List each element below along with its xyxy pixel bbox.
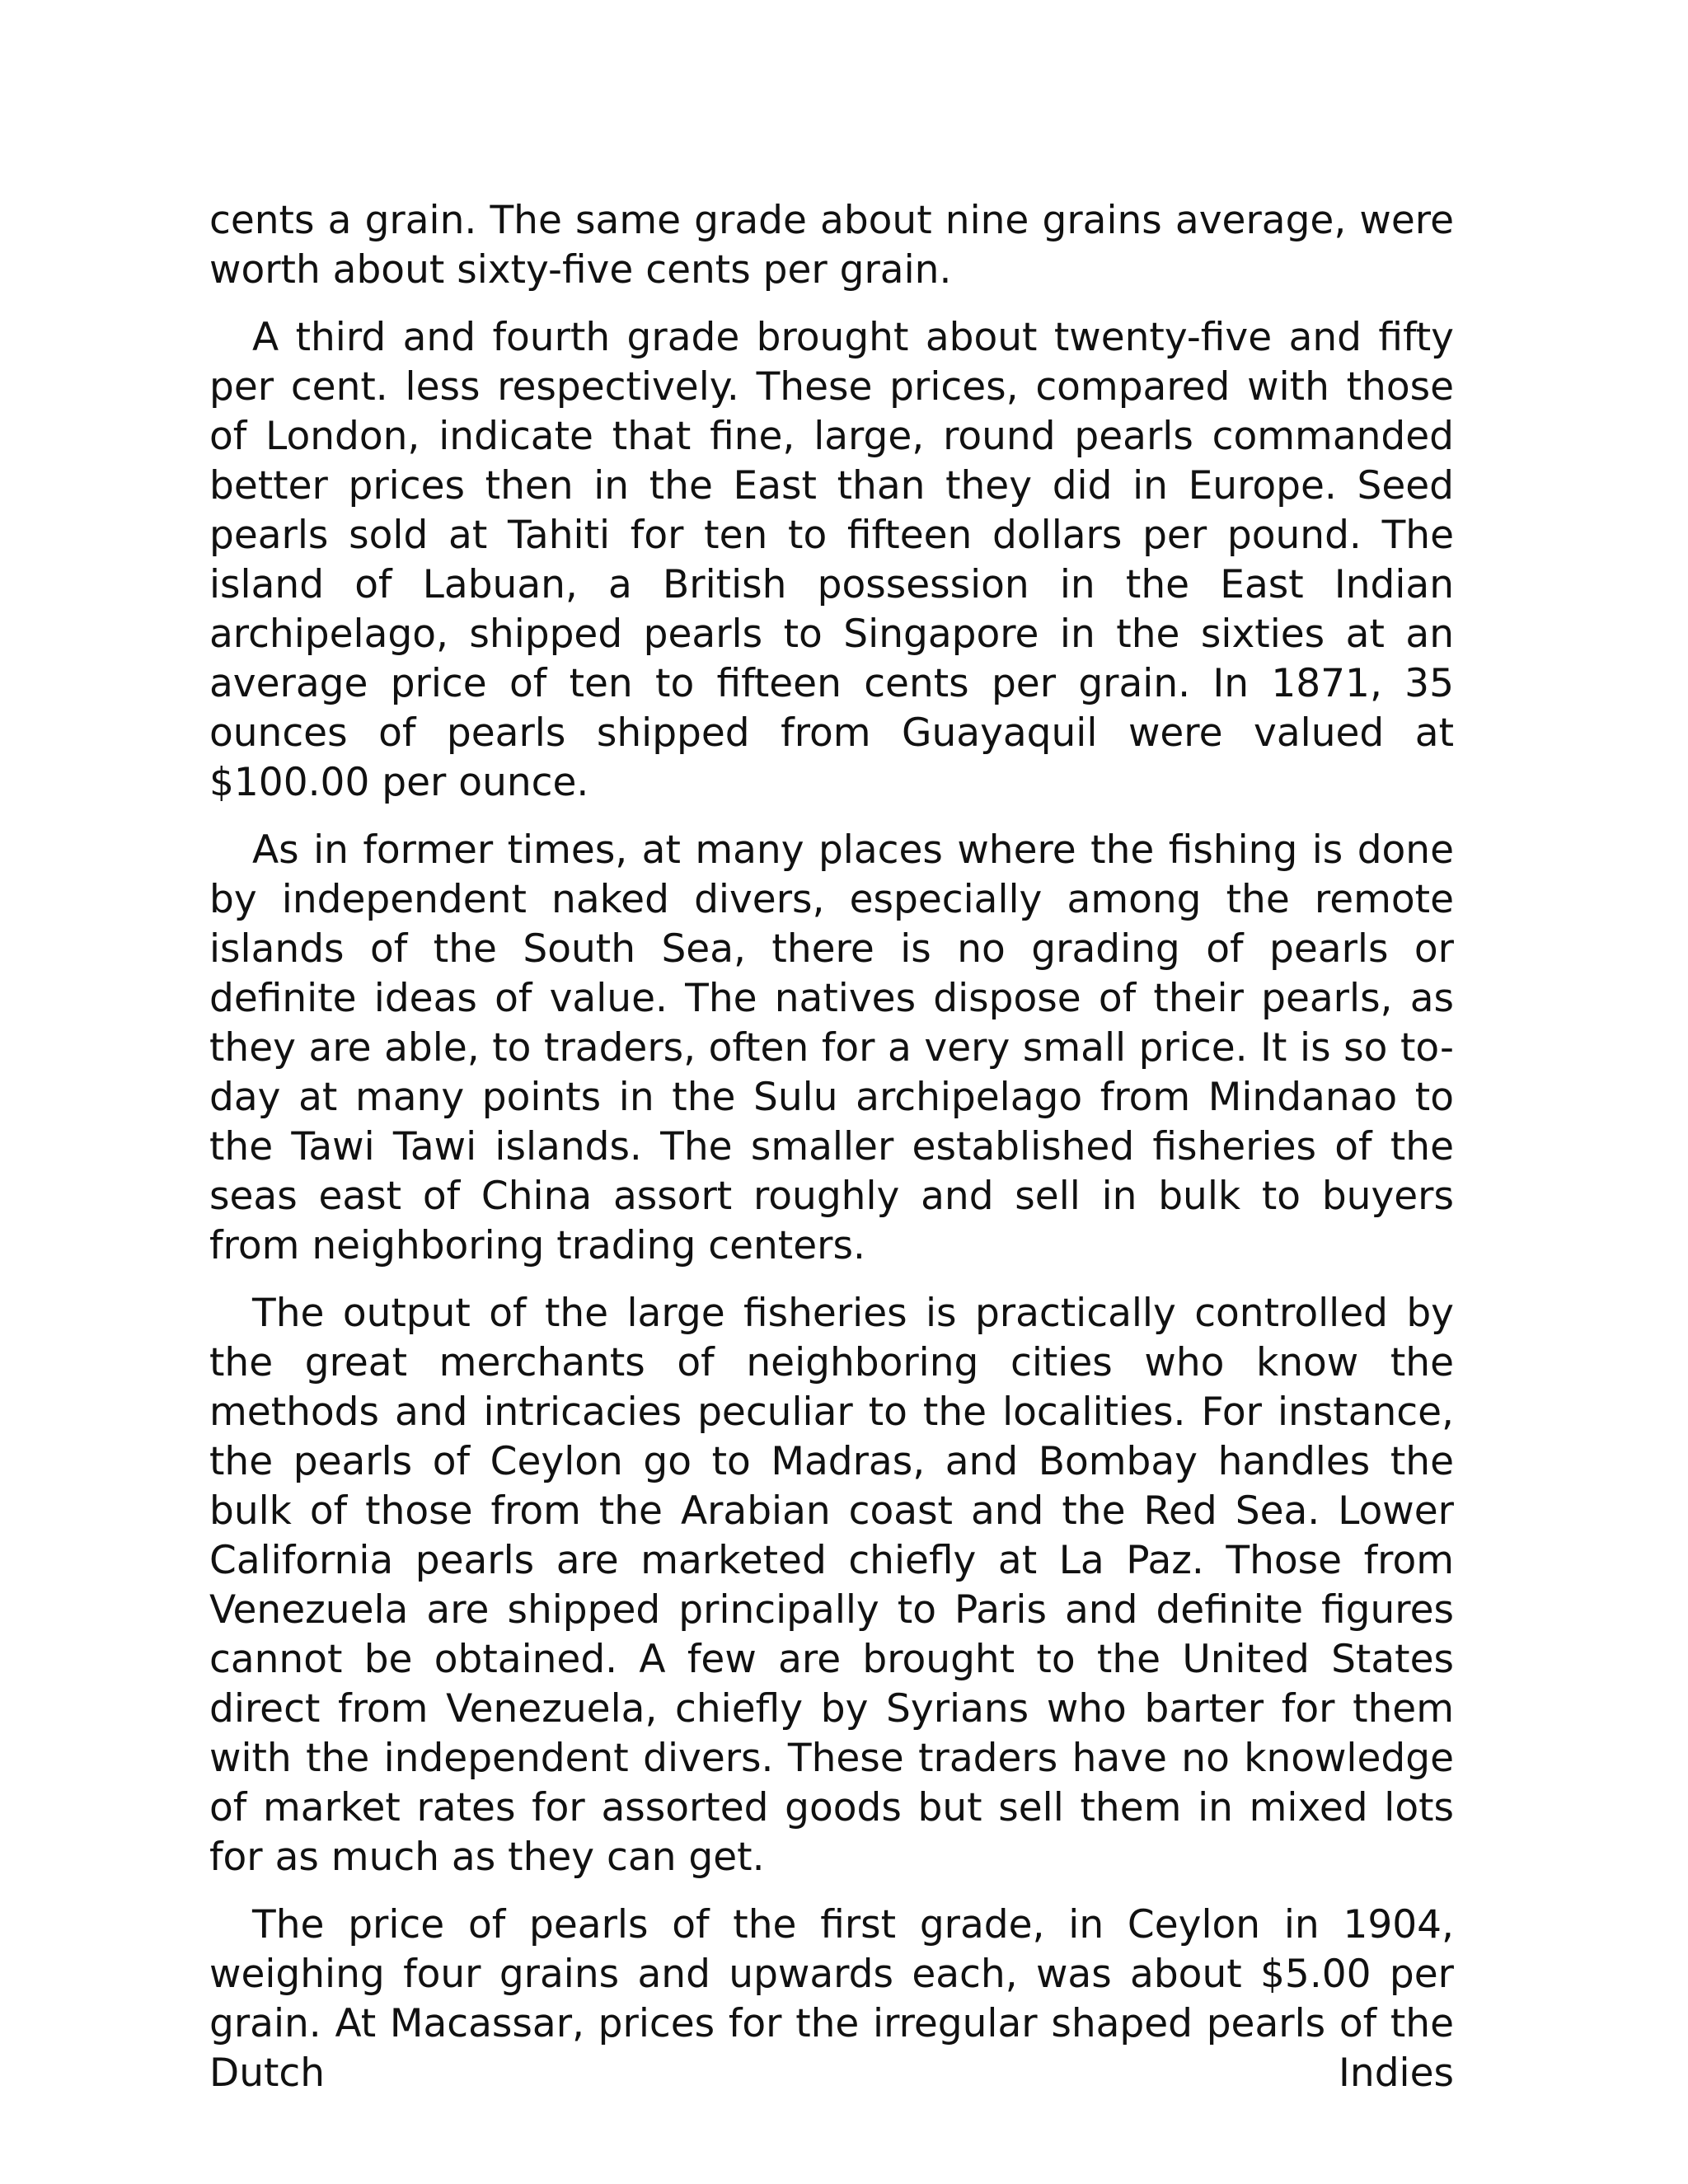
- paragraph-large-fisheries: The output of the large fisheries is practically controlled by the great merchants of neighboring cities who know the methods and intricacies peculiar to the localities. For instance, the pearls of Ceylon go to Madras, and Bombay handles the bulk of those from the Arabian coast and the Red Sea. Lower California pearls are marketed chiefly at La Paz. Those from Venezuela are shipped principally to Paris and definite figures cannot be obtained. A few are brought to the United States direct from Venezuela, chiefly by Syrians who barter for them with the independent divers. These traders have no knowledge of market rates for assorted goods but sell them in mixed lots for as much as they can get.: [209, 1291, 1454, 1880]
- body-text: [209, 196, 1454, 2116]
- paragraph-ceylon-prices: The price of pearls of the first grade, in Ceylon in 1904, weighing four grains and upwards each, was about $5.00 per grain. At Macassar, prices for the irregular shaped pearls of the Dutch Indies: [209, 1902, 1454, 2096]
- paragraph-independent-divers: As in former times, at many places where the fishing is done by independent naked divers, especially among the remote islands of the South Sea, there is no grading of pearls or definite ideas of value. The natives dispose of their pearls, as they are able, to traders, often for a very small price. It is so to-day at many points in the Sulu archipelago from Mindanao to the Tawi Tawi islands. The smaller established fisheries of the seas east of China assort roughly and sell in bulk to buyers from neighboring trading centers.: [209, 827, 1454, 1268]
- paragraph-grades-prices: A third and fourth grade brought about twenty-five and fifty per cent. less respectively. These prices, compared with those of London, indicate that fine, large, round pearls commanded better prices then in the East than they did in Europe. Seed pearls sold at Tahiti for ten to fifteen dollars per pound. The island of Labuan, a British possession in the East Indian archipelago, shipped pearls to Singapore in the sixties at an average price of ten to fifteen cents per grain. In 1871, 35 ounces of pearls shipped from Guayaquil were valued at $100.00 per ounce.: [209, 315, 1454, 805]
- paragraph-continuation: cents a grain. The same grade about nine grains average, were worth about sixty-five cents per grain.: [209, 198, 1454, 293]
